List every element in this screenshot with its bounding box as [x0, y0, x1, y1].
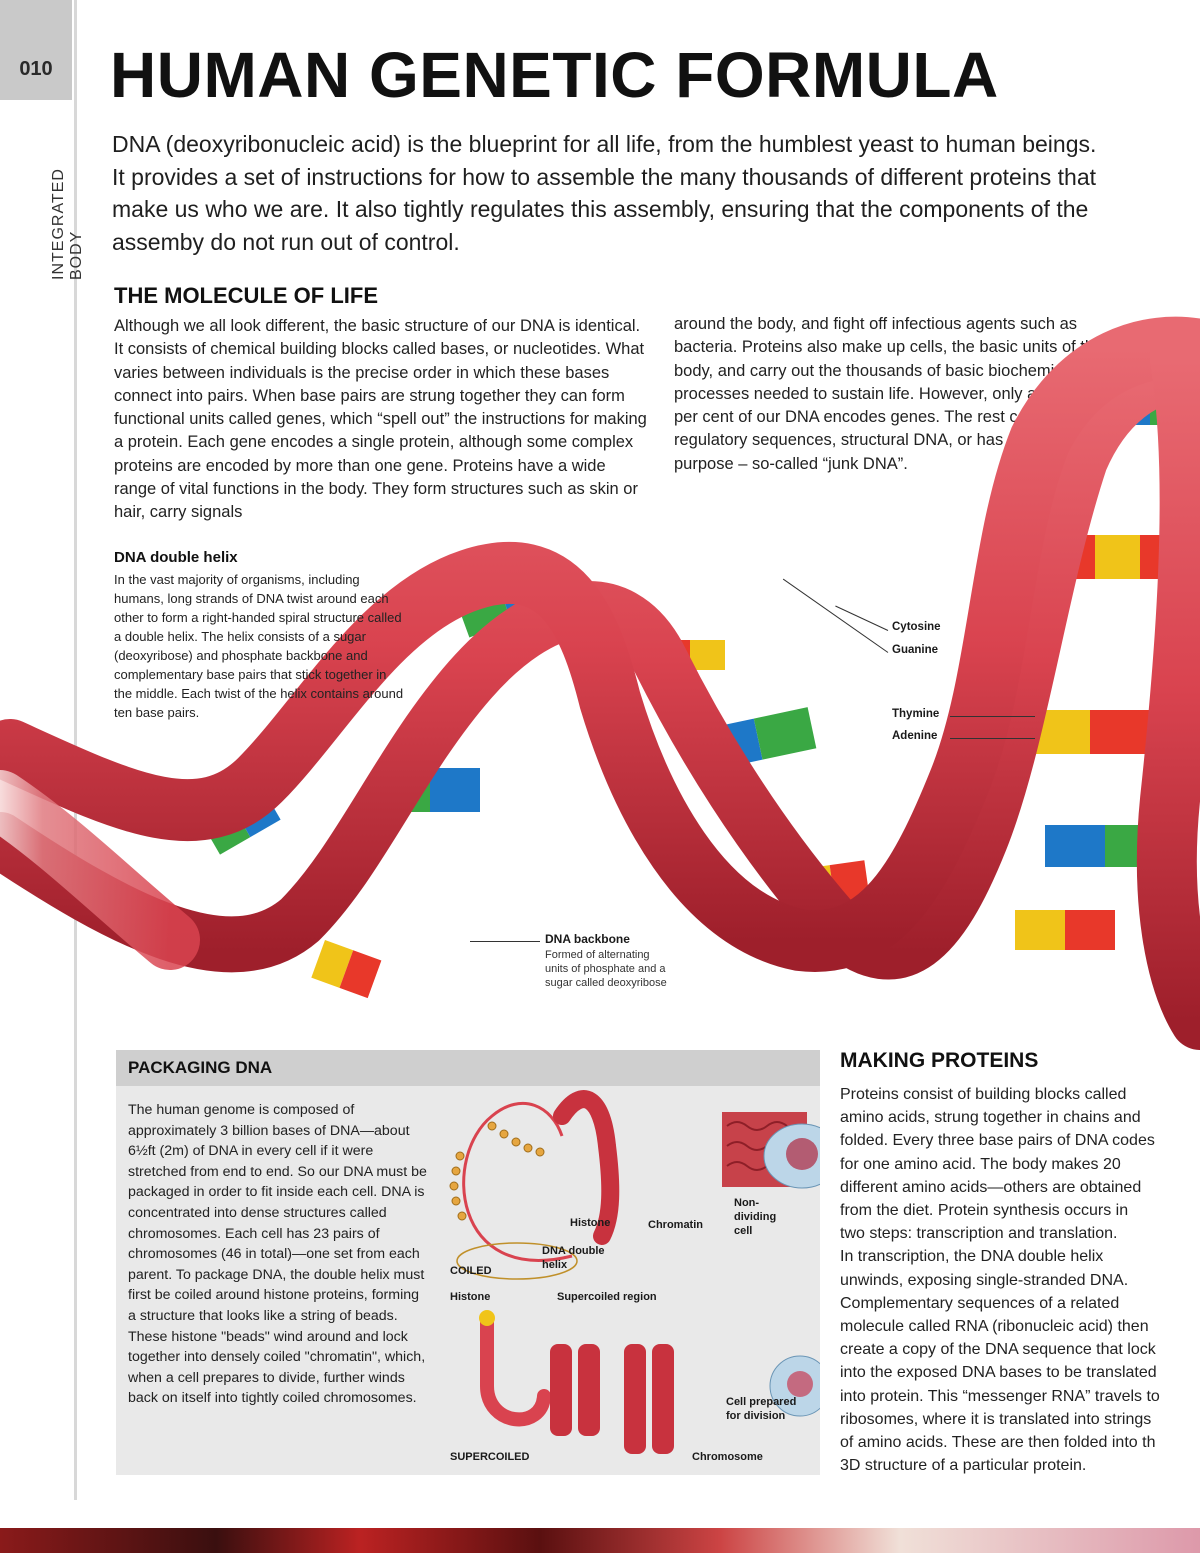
guanine-label: Guanine — [892, 644, 939, 656]
histone-left-label: Histone — [450, 1291, 491, 1303]
backbone-leader — [470, 941, 540, 942]
cytosine-label: Cytosine — [892, 621, 941, 633]
helix-caption-text: In the vast majority of organisms, including humans, long strands of DNA twist around each other to form a right-handed spiral structure called a double helix. The helix consists of a sugar (deoxyribose) and phosphate backbone and complementary base pairs that stick together in the middle. Each twist of the helix contains around ten base pairs. — [114, 572, 404, 720]
chromatin-label: Chromatin — [648, 1219, 703, 1231]
text-line: unwinds, exposing single-stranded DNA. — [840, 1271, 1129, 1289]
text-line: folded. Every three base pairs of DNA codes — [840, 1132, 1155, 1150]
thymine-leader — [950, 716, 1035, 717]
bottom-image-strip — [0, 1528, 1200, 1553]
helix-caption-title: DNA double helix — [114, 549, 238, 566]
text-line: 3D structure of a particular protein. — [840, 1457, 1087, 1475]
backbone-caption-text: Formed of alternating units of phosphate and a sugar called deoxyribose — [545, 949, 667, 989]
text-line: Proteins consist of building blocks called — [840, 1086, 1127, 1103]
intro-paragraph: DNA (deoxyribonucleic acid) is the blueprint for all life, from the humblest yeast to human beings. It provides a set of instructions for how to assemble the many thousands of different proteins that make us who we are. It also tightly regulates this assembly, ensuring that the components of the assemby do not run out of control. — [112, 131, 1097, 255]
supercoiled-region-label: Supercoiled region — [557, 1291, 657, 1303]
chromosome-label: Chromosome — [692, 1451, 763, 1463]
non-dividing-label: Non-dividing cell — [734, 1197, 777, 1237]
cell-prepared-label: Cell prepared for division — [726, 1396, 797, 1422]
dna-strand — [464, 1103, 572, 1260]
text-line: for one amino acid. The body makes 20 — [840, 1155, 1121, 1173]
dividing-cell-nucleus-icon — [787, 1371, 813, 1397]
histone-top-label: Histone — [570, 1217, 611, 1229]
base-pair — [1015, 910, 1115, 950]
text-line: Complementary sequences of a related — [840, 1294, 1120, 1312]
text-line: create a copy of the DNA sequence that lock — [840, 1341, 1156, 1359]
text-line: from the diet. Protein synthesis occurs in — [840, 1202, 1129, 1220]
page-tab — [0, 0, 72, 100]
supercoiled-fiber — [487, 1321, 544, 1419]
adenine-label: Adenine — [892, 730, 938, 742]
text-line: molecule called RNA (ribonucleic acid) then — [840, 1318, 1149, 1336]
molecule-col1: Although we all look different, the basic structure of our DNA is identical. It consists of chemical building blocks called bases, or nucleotides. What varies between individuals is the precise order in which these bases connect into pairs. When base pairs are strung together they can form functional units called genes, which “spell out” the instructions for making a protein. Each gene encodes a single protein, although some complex proteins are encoded by more than one gene. Proteins have a wide range of vital functions in the body. They form structures such as skin or hair, carry signals — [114, 317, 647, 522]
base-pair — [311, 940, 381, 998]
making-proteins-text — [840, 1083, 1200, 1477]
backbone-caption-title: DNA backbone — [545, 932, 630, 946]
coiled-label: COILED — [450, 1265, 492, 1277]
text-line: In transcription, the DNA double helix — [840, 1248, 1104, 1266]
packaging-dna-panel — [116, 1050, 820, 1475]
supercoiled-label: SUPERCOILED — [450, 1451, 530, 1463]
page-title: HUMAN GENETIC FORMULA — [110, 39, 999, 111]
histone-core — [479, 1310, 495, 1326]
text-line: ribosomes, where it is translated into strings — [840, 1410, 1152, 1428]
text-line: two steps: transcription and translation. — [840, 1225, 1118, 1243]
page-number: 010 — [19, 58, 53, 80]
making-proteins-heading: MAKING PROTEINS — [840, 1049, 1039, 1072]
thymine-label: Thymine — [892, 708, 940, 720]
molecule-col2: around the body, and fight off infectious agents such as bacteria. Proteins also make up cells, the basic units of the body, and carry out the thousands of basic biochemical processes needed to sustain life. However, only about 1.5 per cent of our DNA encodes genes. The rest consists of regulatory sequences, structural DNA, or has no obvious purpose – so-called “junk DNA”. — [674, 315, 1104, 473]
cell-nucleus-icon — [786, 1138, 818, 1170]
adenine-leader — [950, 738, 1035, 739]
chromosome-arms — [550, 1344, 674, 1454]
dna-backbone-strand — [1167, 360, 1200, 1020]
section-label: INTEGRATED BODY — [50, 168, 85, 280]
text-line: amino acids, strung together in chains and — [840, 1109, 1141, 1127]
packaging-heading: PACKAGING DNA — [128, 1058, 273, 1077]
packaging-text: The human genome is composed of approximately 3 billion bases of DNA—about 6½ft (2m) of DNA in every cell if it were stretched from end to end. So our DNA must be packaged in order to fit inside each cell. DNA is concentrated into dense structures called chromosomes. Each cell has 23 pairs of chromosomes (46 in total)—one set from each parent. To package DNA, the double helix must first be coiled around histone proteins, forming a structure that looks like a string of beads. These histone "beads" wind around and lock together into densely coiled "chromatin", which, when a cell prepares to divide, further winds back on itself into tightly coiled chromosomes. — [128, 1102, 427, 1407]
dna-double-helix-label: DNA double helix — [542, 1245, 605, 1271]
text-line: different amino acids—others are obtained — [840, 1178, 1142, 1196]
molecule-heading: THE MOLECULE OF LIFE — [114, 283, 378, 308]
text-line: into protein. This “messenger RNA” travels to — [840, 1387, 1160, 1405]
text-line: into the exposed DNA bases to be translated — [840, 1364, 1157, 1382]
text-line: of amino acids. These are then folded into th — [840, 1434, 1156, 1452]
